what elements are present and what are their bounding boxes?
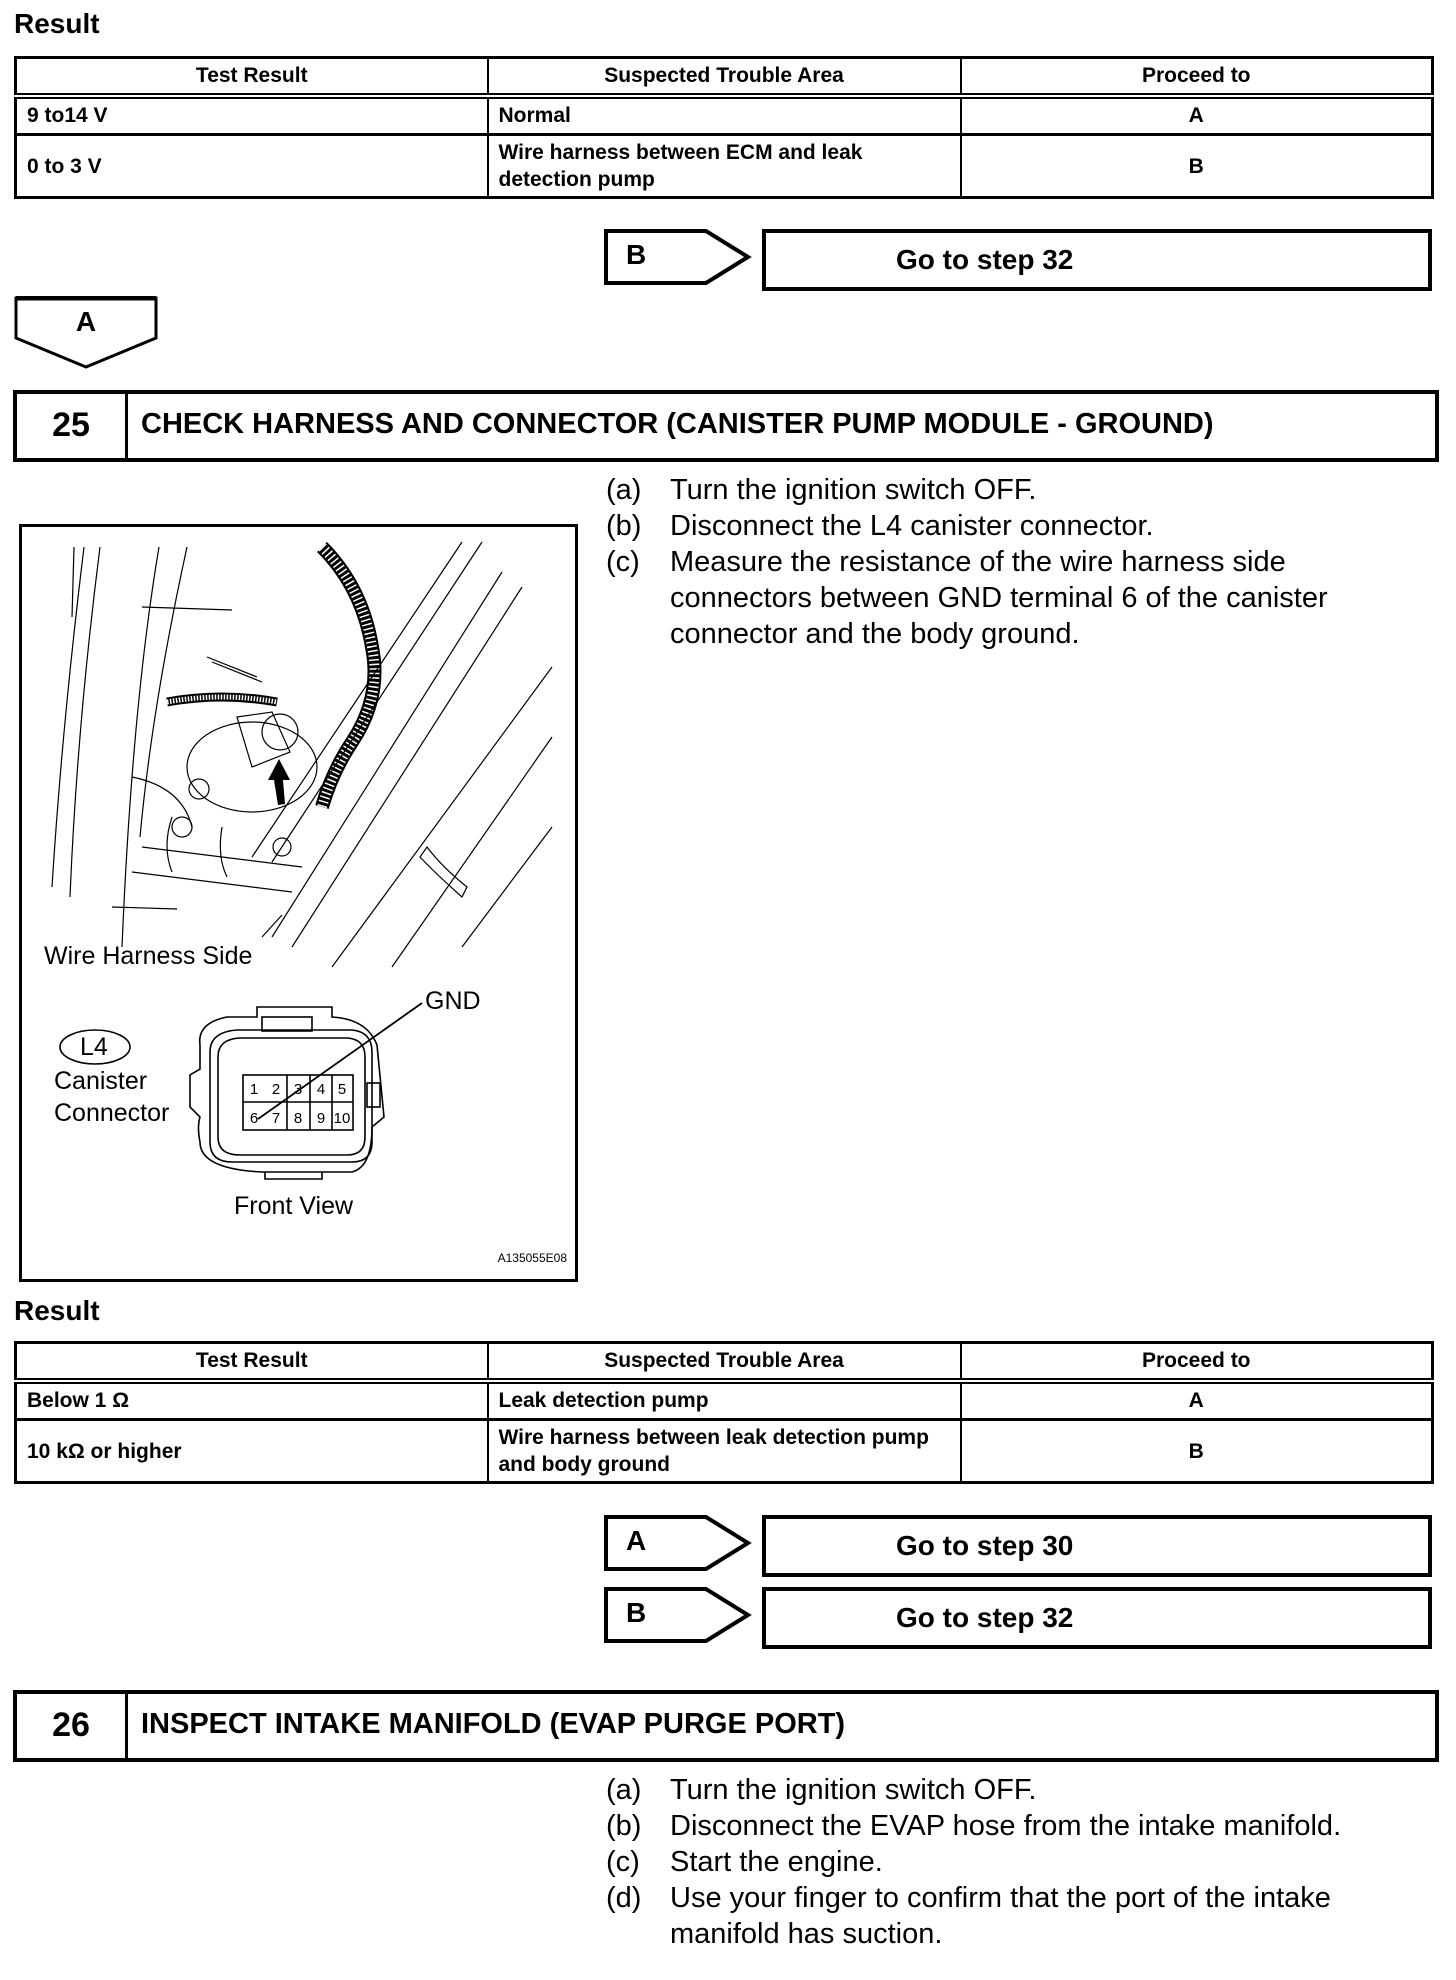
- table-row: [16, 1420, 1433, 1483]
- pointer-arrow-icon: [268, 759, 290, 805]
- connector-name-line1: Canister: [54, 1067, 148, 1095]
- goto-step-32-link[interactable]: [762, 229, 1432, 291]
- pin-9: 9: [316, 1110, 326, 1127]
- table-header-row: [16, 1343, 1433, 1382]
- pin-4: 4: [316, 1081, 326, 1098]
- cell-trouble-area: Wire harness between leak detection pump and body ground: [488, 1420, 961, 1483]
- instruction-item: [606, 1880, 1400, 1952]
- pin-7: 7: [271, 1110, 281, 1127]
- figure-code: A135055E08: [497, 1251, 567, 1265]
- goto-label: Go to step 32: [896, 1602, 1074, 1633]
- pin-6: 6: [249, 1110, 259, 1127]
- instruction-text: Turn the ignition switch OFF.: [670, 1774, 1037, 1806]
- pin-8: 8: [293, 1110, 303, 1127]
- step-25-header: [13, 390, 1439, 462]
- instruction-marker: (b): [606, 510, 642, 542]
- goto-step-32-link[interactable]: [762, 1587, 1432, 1649]
- table-row: [16, 135, 1433, 198]
- instruction-marker: (b): [606, 1810, 642, 1842]
- instruction-text: Measure the resistance of the wire harness side connectors between GND terminal 6 of the canister connector and the body ground.: [670, 546, 1328, 650]
- instruction-item: [606, 472, 1400, 508]
- step-number: 26: [17, 1694, 128, 1758]
- instruction-item: [606, 1772, 1400, 1808]
- branch-a-continue-arrow: [14, 296, 160, 370]
- cell-proceed-to: A: [961, 1381, 1433, 1420]
- cell-test-result: Below 1 Ω: [16, 1381, 488, 1420]
- branch-label: B: [626, 239, 647, 270]
- instruction-marker: (c): [606, 1846, 640, 1878]
- cell-proceed-to: B: [961, 135, 1433, 198]
- canister-connector-drawing: [190, 1003, 422, 1179]
- branch-b-arrow: [604, 229, 754, 285]
- step-title: INSPECT INTAKE MANIFOLD (EVAP PURGE PORT): [141, 1708, 846, 1740]
- header-test-result: Test Result: [16, 1343, 488, 1382]
- step-25-figure: [19, 524, 578, 1282]
- instruction-text: Disconnect the EVAP hose from the intake manifold.: [670, 1810, 1342, 1842]
- cell-test-result: 0 to 3 V: [16, 135, 488, 198]
- table-row: [16, 96, 1433, 135]
- step-26-instructions: [606, 1772, 1400, 1952]
- instruction-item: [606, 508, 1400, 544]
- instruction-item: [606, 544, 1400, 652]
- instruction-text: Turn the ignition switch OFF.: [670, 474, 1037, 506]
- pin-1: 1: [249, 1081, 259, 1098]
- instruction-marker: (d): [606, 1882, 642, 1914]
- gnd-label: GND: [425, 987, 481, 1015]
- instruction-marker: (a): [606, 474, 642, 506]
- branch-label: B: [626, 1597, 647, 1628]
- result-table-2: [14, 1341, 1434, 1484]
- connector-name-line2: Connector: [54, 1099, 170, 1127]
- wire-harness-side-label: Wire Harness Side: [44, 942, 253, 970]
- pin-5: 5: [337, 1081, 347, 1098]
- goto-label: Go to step 32: [896, 244, 1074, 275]
- front-view-label: Front View: [234, 1192, 354, 1220]
- pin-10: 10: [333, 1110, 351, 1127]
- instruction-text: Use your finger to confirm that the port of the intake manifold has suction.: [670, 1882, 1331, 1950]
- cell-test-result: 9 to14 V: [16, 96, 488, 135]
- pin-3: 3: [293, 1081, 303, 1098]
- branch-b-arrow: [604, 1587, 754, 1643]
- instruction-marker: (c): [606, 546, 640, 578]
- branch-label: A: [75, 306, 97, 337]
- step-26-header: [13, 1690, 1439, 1762]
- header-proceed-to: Proceed to: [961, 58, 1433, 97]
- cell-trouble-area: Leak detection pump: [488, 1381, 961, 1420]
- instruction-text: Start the engine.: [670, 1846, 883, 1878]
- cell-test-result: 10 kΩ or higher: [16, 1420, 488, 1483]
- branch-label: A: [626, 1525, 647, 1556]
- pin-2: 2: [271, 1081, 281, 1098]
- instruction-item: [606, 1808, 1400, 1844]
- cell-trouble-area: Normal: [488, 96, 961, 135]
- cell-proceed-to: A: [961, 96, 1433, 135]
- result-table-1: [14, 56, 1434, 199]
- engine-bay-illustration: [22, 527, 575, 1279]
- cell-trouble-area: Wire harness between ECM and leak detection pump: [488, 135, 961, 198]
- result-label-1: Result: [14, 8, 100, 39]
- header-proceed-to: Proceed to: [961, 1343, 1433, 1382]
- table-row: [16, 1381, 1433, 1420]
- branch-a-arrow: [604, 1515, 754, 1571]
- step-title: CHECK HARNESS AND CONNECTOR (CANISTER PUMP MODULE - GROUND): [141, 408, 1214, 440]
- instruction-item: [606, 1844, 1400, 1880]
- header-suspected-trouble-area: Suspected Trouble Area: [488, 1343, 961, 1382]
- goto-step-30-link[interactable]: [762, 1515, 1432, 1577]
- instruction-marker: (a): [606, 1774, 642, 1806]
- table-header-row: [16, 58, 1433, 97]
- step-25-instructions: [606, 472, 1400, 652]
- connector-id-label: L4: [80, 1033, 108, 1061]
- result-label-2: Result: [14, 1295, 100, 1326]
- step-number: 25: [17, 394, 128, 458]
- instruction-text: Disconnect the L4 canister connector.: [670, 510, 1154, 542]
- cell-proceed-to: B: [961, 1420, 1433, 1483]
- header-suspected-trouble-area: Suspected Trouble Area: [488, 58, 961, 97]
- goto-label: Go to step 30: [896, 1530, 1074, 1561]
- header-test-result: Test Result: [16, 58, 488, 97]
